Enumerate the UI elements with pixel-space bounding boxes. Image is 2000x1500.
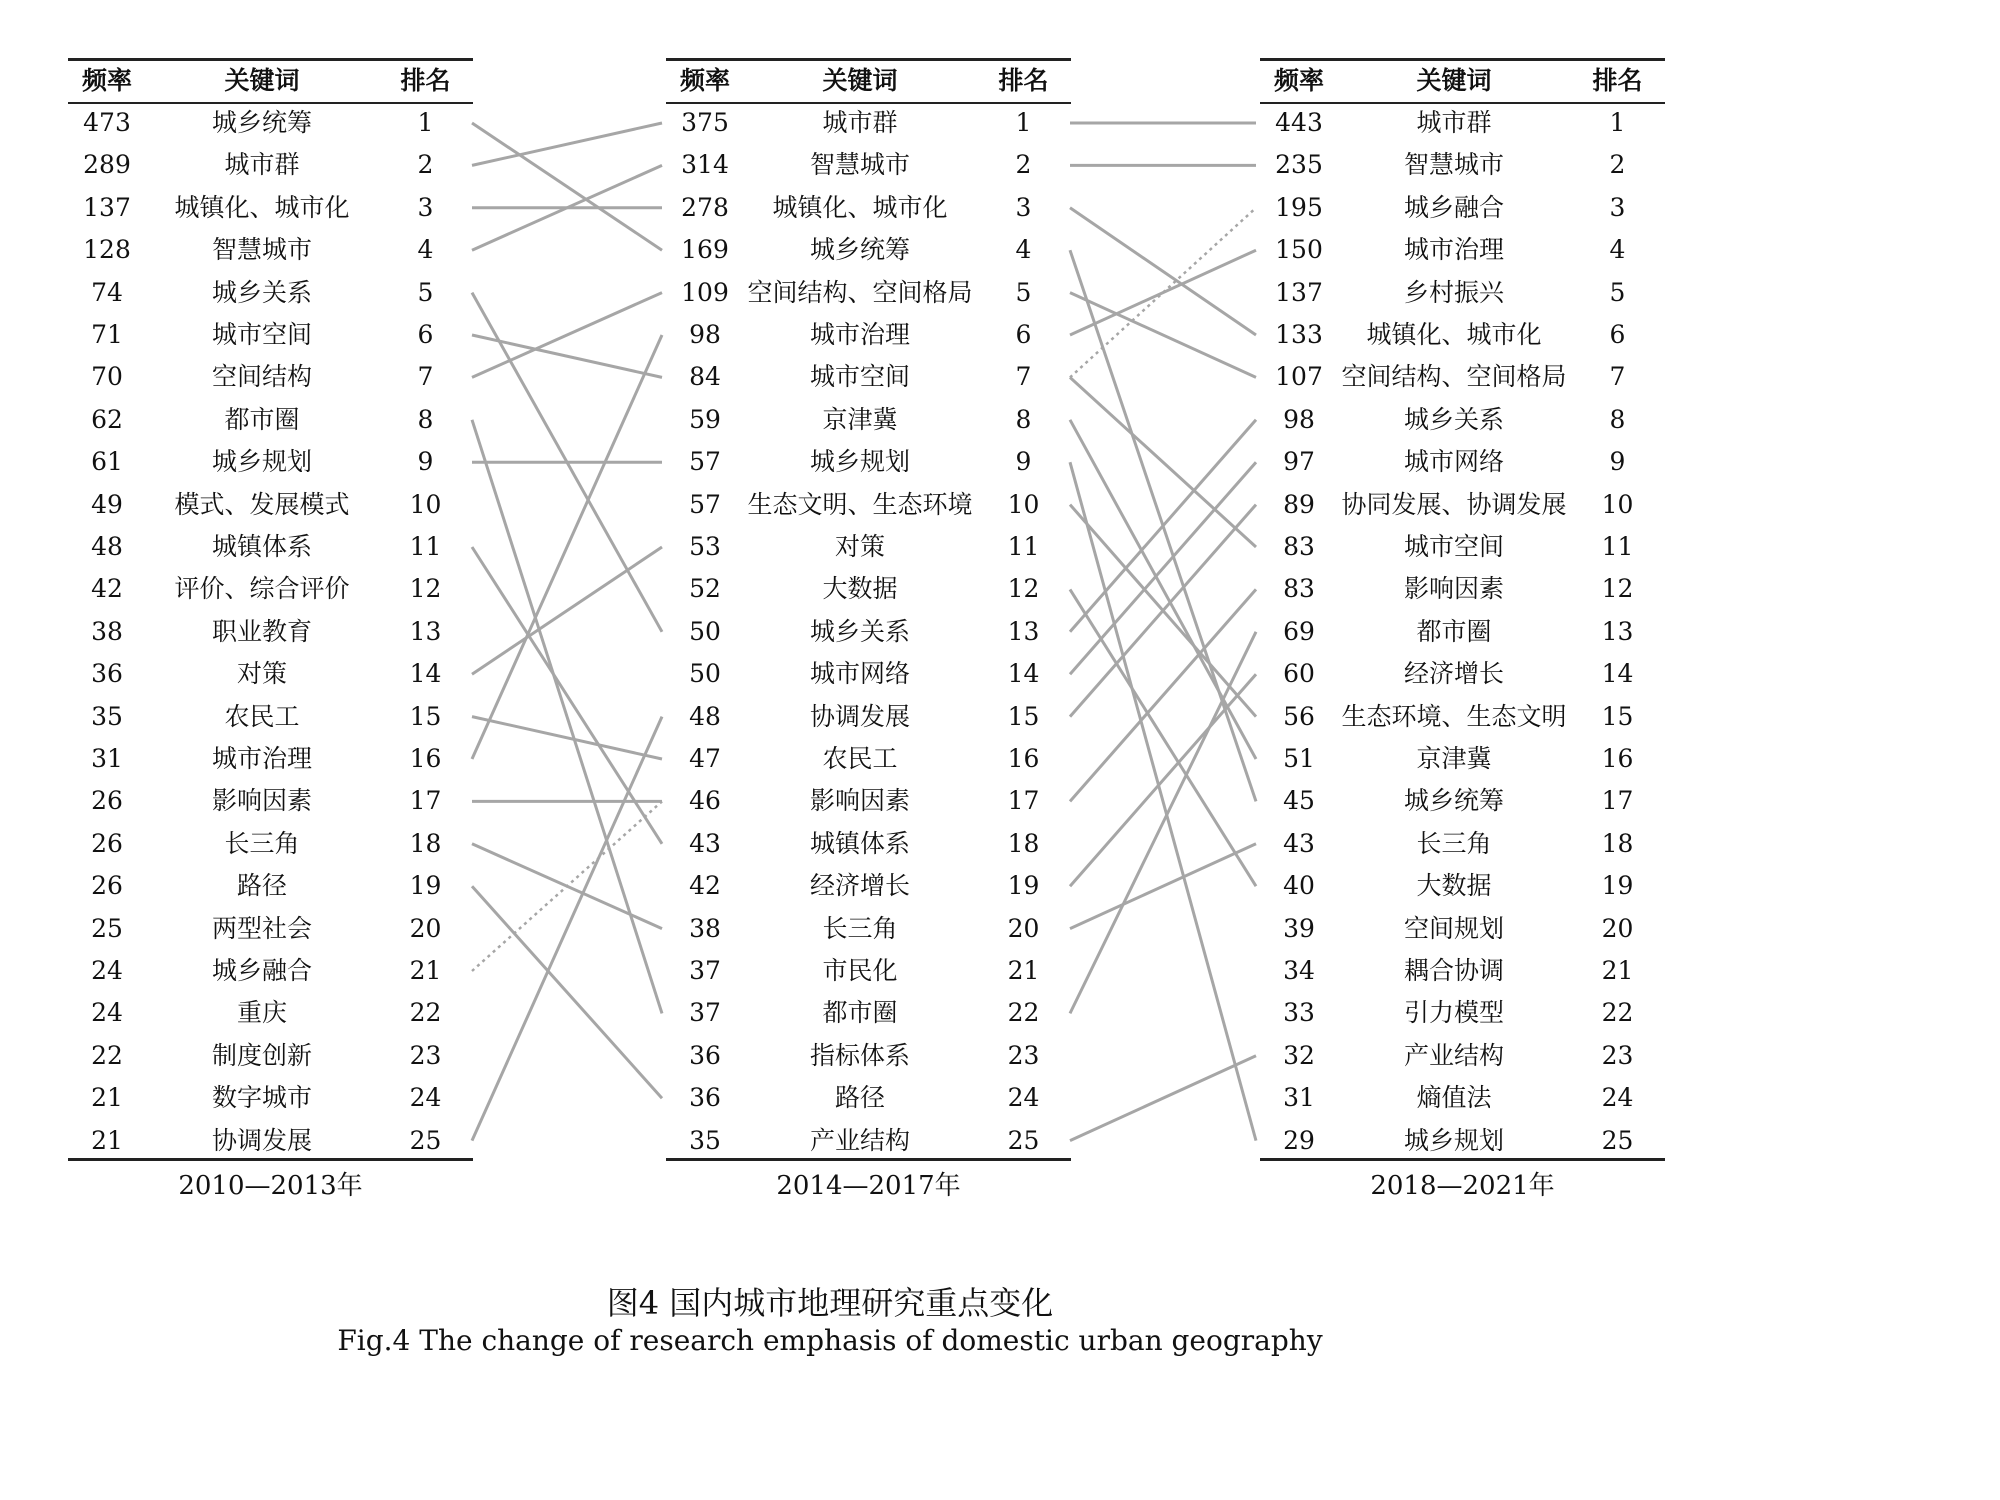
row-rank: 16 bbox=[409, 744, 442, 773]
row-freq: 36 bbox=[689, 1040, 721, 1070]
row-rank: 12 bbox=[409, 574, 442, 604]
row-keyword: 影响因素 bbox=[211, 786, 312, 816]
header-keyword: 关键词 bbox=[822, 66, 898, 95]
row-freq: 42 bbox=[91, 574, 123, 604]
row-keyword: 空间结构、空间格局 bbox=[747, 277, 973, 307]
rank-link-line bbox=[472, 293, 662, 378]
row-keyword: 都市圈 bbox=[1416, 616, 1492, 646]
row-rank: 25 bbox=[1601, 1125, 1634, 1155]
row-keyword: 对策 bbox=[834, 532, 885, 561]
row-keyword: 协同发展、协调发展 bbox=[1341, 489, 1567, 519]
row-keyword: 对策 bbox=[236, 659, 287, 689]
row-freq: 69 bbox=[1283, 616, 1315, 646]
row-freq: 83 bbox=[1283, 574, 1315, 604]
row-freq: 37 bbox=[689, 956, 721, 985]
row-keyword: 智慧城市 bbox=[1403, 150, 1504, 180]
row-rank: 16 bbox=[1007, 744, 1040, 773]
row-freq: 57 bbox=[689, 447, 721, 477]
header-keyword: 关键词 bbox=[1416, 66, 1492, 95]
row-freq: 35 bbox=[689, 1125, 721, 1155]
row-freq: 52 bbox=[689, 574, 721, 604]
row-keyword: 重庆 bbox=[236, 998, 287, 1028]
rank-link-line bbox=[1070, 674, 1256, 886]
row-keyword: 农民工 bbox=[822, 744, 898, 773]
row-rank: 25 bbox=[1007, 1125, 1040, 1155]
row-freq: 84 bbox=[689, 362, 721, 392]
row-keyword: 协调发展 bbox=[809, 701, 910, 731]
row-keyword: 职业教育 bbox=[211, 616, 312, 646]
row-rank: 6 bbox=[1609, 320, 1626, 349]
row-rank: 23 bbox=[409, 1040, 442, 1070]
header-freq: 频率 bbox=[81, 66, 132, 95]
row-rank: 21 bbox=[409, 956, 442, 985]
header-freq: 频率 bbox=[679, 66, 730, 95]
row-freq: 60 bbox=[1283, 659, 1315, 689]
row-freq: 31 bbox=[91, 744, 123, 773]
rank-link-line bbox=[472, 123, 662, 165]
row-keyword: 产业结构 bbox=[1403, 1040, 1504, 1070]
row-rank: 4 bbox=[1015, 235, 1032, 265]
row-freq: 443 bbox=[1275, 108, 1323, 137]
row-rank: 3 bbox=[417, 192, 434, 222]
row-freq: 195 bbox=[1275, 192, 1323, 222]
row-rank: 6 bbox=[417, 320, 434, 349]
rank-link-line bbox=[472, 123, 662, 250]
row-rank: 14 bbox=[1007, 659, 1040, 689]
row-freq: 31 bbox=[1283, 1083, 1315, 1113]
row-freq: 289 bbox=[83, 150, 131, 180]
row-rank: 25 bbox=[409, 1125, 442, 1155]
header-freq: 频率 bbox=[1273, 66, 1324, 95]
row-freq: 26 bbox=[91, 871, 123, 901]
row-keyword: 长三角 bbox=[1416, 828, 1492, 858]
rank-link-line bbox=[472, 886, 662, 1098]
rank-link-line bbox=[1070, 208, 1256, 335]
row-freq: 24 bbox=[91, 998, 123, 1028]
row-keyword: 城乡统筹 bbox=[211, 108, 312, 137]
row-keyword: 指标体系 bbox=[809, 1040, 910, 1070]
row-rank: 6 bbox=[1015, 320, 1032, 349]
row-rank: 23 bbox=[1007, 1040, 1040, 1070]
row-keyword: 城乡融合 bbox=[1403, 192, 1504, 222]
row-freq: 61 bbox=[91, 447, 123, 477]
row-rank: 24 bbox=[1007, 1083, 1040, 1113]
header-rank: 排名 bbox=[1592, 66, 1643, 95]
row-rank: 15 bbox=[1601, 701, 1634, 731]
row-freq: 128 bbox=[83, 235, 131, 265]
row-keyword: 城乡规划 bbox=[809, 447, 910, 477]
row-keyword: 生态文明、生态环境 bbox=[747, 489, 973, 519]
row-keyword: 影响因素 bbox=[809, 786, 910, 816]
row-keyword: 城市治理 bbox=[1403, 235, 1504, 265]
row-rank: 18 bbox=[409, 828, 442, 858]
row-rank: 1 bbox=[417, 108, 434, 137]
row-freq: 45 bbox=[1283, 786, 1315, 816]
row-rank: 22 bbox=[1601, 998, 1634, 1028]
row-freq: 83 bbox=[1283, 532, 1315, 561]
row-rank: 11 bbox=[1007, 532, 1040, 561]
row-freq: 51 bbox=[1283, 744, 1315, 773]
row-rank: 5 bbox=[1609, 277, 1626, 307]
rank-link-line bbox=[472, 801, 662, 971]
row-freq: 33 bbox=[1283, 998, 1315, 1028]
row-keyword: 城市群 bbox=[224, 150, 300, 180]
row-rank: 12 bbox=[1007, 574, 1040, 604]
row-rank: 10 bbox=[409, 489, 442, 519]
row-rank: 15 bbox=[409, 701, 442, 731]
row-keyword: 城镇化、城市化 bbox=[772, 192, 948, 222]
row-rank: 2 bbox=[1609, 150, 1626, 180]
period-label-2014-2017: 2014—2017年 bbox=[776, 1171, 961, 1201]
row-freq: 34 bbox=[1283, 956, 1315, 985]
row-keyword: 模式、发展模式 bbox=[174, 489, 350, 519]
row-rank: 20 bbox=[1007, 913, 1040, 943]
row-freq: 32 bbox=[1283, 1040, 1315, 1070]
row-keyword: 制度创新 bbox=[211, 1040, 312, 1070]
row-keyword: 乡村振兴 bbox=[1403, 277, 1504, 307]
row-rank: 16 bbox=[1601, 744, 1634, 773]
row-rank: 11 bbox=[1601, 532, 1634, 561]
rank-link-line bbox=[1070, 250, 1256, 335]
row-keyword: 评价、综合评价 bbox=[174, 574, 350, 604]
row-rank: 7 bbox=[1609, 362, 1626, 392]
row-keyword: 智慧城市 bbox=[809, 150, 910, 180]
row-freq: 26 bbox=[91, 828, 123, 858]
row-freq: 43 bbox=[1283, 828, 1315, 858]
row-rank: 18 bbox=[1601, 828, 1634, 858]
row-freq: 98 bbox=[689, 320, 721, 349]
row-keyword: 空间结构 bbox=[211, 362, 312, 392]
row-rank: 22 bbox=[1007, 998, 1040, 1028]
row-keyword: 城乡融合 bbox=[211, 956, 312, 985]
row-keyword: 城市网络 bbox=[1403, 447, 1504, 477]
row-freq: 278 bbox=[681, 192, 729, 222]
row-keyword: 京津冀 bbox=[822, 404, 898, 434]
row-keyword: 农民工 bbox=[224, 701, 300, 731]
rank-link-line bbox=[472, 335, 662, 377]
row-keyword: 都市圈 bbox=[224, 404, 300, 434]
row-keyword: 城乡统筹 bbox=[1403, 786, 1504, 816]
row-keyword: 路径 bbox=[236, 871, 287, 901]
rank-link-line bbox=[472, 717, 662, 759]
row-rank: 13 bbox=[1007, 616, 1040, 646]
row-keyword: 城乡统筹 bbox=[809, 235, 910, 265]
row-rank: 10 bbox=[1601, 489, 1634, 519]
row-freq: 74 bbox=[91, 277, 123, 307]
row-keyword: 空间结构、空间格局 bbox=[1341, 362, 1567, 392]
row-keyword: 长三角 bbox=[822, 913, 898, 943]
caption-chinese: 图4 国内城市地理研究重点变化 bbox=[606, 1284, 1054, 1322]
row-freq: 24 bbox=[91, 956, 123, 985]
row-rank: 13 bbox=[1601, 616, 1634, 646]
row-rank: 7 bbox=[1015, 362, 1032, 392]
row-freq: 235 bbox=[1275, 150, 1323, 180]
row-freq: 25 bbox=[91, 913, 123, 943]
row-keyword: 都市圈 bbox=[822, 998, 898, 1028]
row-keyword: 城乡关系 bbox=[211, 277, 312, 307]
row-rank: 19 bbox=[409, 871, 442, 901]
row-rank: 17 bbox=[1007, 786, 1040, 816]
row-keyword: 城镇化、城市化 bbox=[1366, 320, 1542, 349]
row-rank: 5 bbox=[1015, 277, 1032, 307]
row-freq: 133 bbox=[1275, 320, 1323, 349]
row-keyword: 经济增长 bbox=[1403, 659, 1504, 689]
row-keyword: 长三角 bbox=[224, 828, 300, 858]
row-keyword: 城市网络 bbox=[809, 659, 910, 689]
row-freq: 29 bbox=[1283, 1125, 1315, 1155]
row-rank: 9 bbox=[1609, 447, 1626, 477]
row-rank: 17 bbox=[1601, 786, 1634, 816]
row-rank: 22 bbox=[409, 998, 442, 1028]
row-keyword: 空间规划 bbox=[1403, 913, 1504, 943]
rank-link-line bbox=[1070, 589, 1256, 801]
period-label-2018-2021: 2018—2021年 bbox=[1370, 1171, 1555, 1201]
row-keyword: 京津冀 bbox=[1416, 744, 1492, 773]
row-freq: 137 bbox=[83, 192, 131, 222]
row-freq: 62 bbox=[91, 404, 123, 434]
row-rank: 14 bbox=[409, 659, 442, 689]
row-freq: 53 bbox=[689, 532, 721, 561]
row-freq: 21 bbox=[91, 1083, 123, 1113]
row-freq: 38 bbox=[91, 616, 123, 646]
row-keyword: 城镇化、城市化 bbox=[174, 192, 350, 222]
row-freq: 107 bbox=[1275, 362, 1323, 392]
row-freq: 109 bbox=[681, 277, 729, 307]
row-keyword: 影响因素 bbox=[1403, 574, 1504, 604]
row-rank: 12 bbox=[1601, 574, 1634, 604]
row-freq: 43 bbox=[689, 828, 721, 858]
row-keyword: 耦合协调 bbox=[1403, 956, 1504, 985]
row-rank: 3 bbox=[1609, 192, 1626, 222]
row-freq: 36 bbox=[91, 659, 123, 689]
row-keyword: 城镇体系 bbox=[809, 828, 910, 858]
row-keyword: 城市群 bbox=[1416, 108, 1492, 137]
row-freq: 70 bbox=[91, 362, 123, 392]
row-rank: 7 bbox=[417, 362, 434, 392]
row-freq: 50 bbox=[689, 659, 721, 689]
row-rank: 21 bbox=[1007, 956, 1040, 985]
row-rank: 5 bbox=[417, 277, 434, 307]
row-keyword: 城乡关系 bbox=[1403, 404, 1504, 434]
row-freq: 26 bbox=[91, 786, 123, 816]
row-rank: 15 bbox=[1007, 701, 1040, 731]
row-freq: 473 bbox=[83, 108, 131, 137]
row-rank: 13 bbox=[409, 616, 442, 646]
header-rank: 排名 bbox=[400, 66, 451, 95]
row-freq: 22 bbox=[91, 1040, 123, 1070]
rank-link-line bbox=[1070, 420, 1256, 632]
row-rank: 24 bbox=[409, 1083, 442, 1113]
rank-link-line bbox=[1070, 632, 1256, 1014]
row-rank: 11 bbox=[409, 532, 442, 561]
row-keyword: 生态环境、生态文明 bbox=[1341, 701, 1567, 731]
row-rank: 2 bbox=[1015, 150, 1032, 180]
row-freq: 50 bbox=[689, 616, 721, 646]
row-keyword: 城市群 bbox=[822, 108, 898, 137]
row-freq: 40 bbox=[1283, 871, 1315, 901]
row-keyword: 经济增长 bbox=[809, 871, 910, 901]
row-keyword: 城市空间 bbox=[809, 362, 910, 392]
row-keyword: 两型社会 bbox=[211, 913, 312, 943]
row-freq: 49 bbox=[91, 489, 123, 519]
row-rank: 17 bbox=[409, 786, 442, 816]
row-freq: 137 bbox=[1275, 277, 1323, 307]
row-rank: 10 bbox=[1007, 489, 1040, 519]
row-freq: 21 bbox=[91, 1125, 123, 1155]
row-rank: 19 bbox=[1007, 871, 1040, 901]
header-keyword: 关键词 bbox=[224, 66, 300, 95]
row-keyword: 路径 bbox=[834, 1083, 885, 1113]
row-freq: 150 bbox=[1275, 235, 1323, 265]
row-rank: 4 bbox=[1609, 235, 1626, 265]
row-freq: 42 bbox=[689, 871, 721, 901]
row-freq: 71 bbox=[91, 320, 123, 349]
row-rank: 23 bbox=[1601, 1040, 1634, 1070]
row-rank: 9 bbox=[1015, 447, 1032, 477]
row-rank: 1 bbox=[1609, 108, 1626, 137]
row-freq: 314 bbox=[681, 150, 729, 180]
row-keyword: 城乡规划 bbox=[211, 447, 312, 477]
row-rank: 2 bbox=[417, 150, 434, 180]
row-rank: 19 bbox=[1601, 871, 1634, 901]
row-keyword: 城乡关系 bbox=[809, 616, 910, 646]
row-keyword: 数字城市 bbox=[211, 1083, 312, 1113]
rank-link-line bbox=[1070, 1056, 1256, 1141]
row-freq: 38 bbox=[689, 913, 721, 943]
row-freq: 48 bbox=[91, 532, 123, 561]
row-keyword: 城镇体系 bbox=[211, 532, 312, 561]
row-freq: 36 bbox=[689, 1083, 721, 1113]
row-freq: 169 bbox=[681, 235, 729, 265]
row-keyword: 城市空间 bbox=[211, 320, 312, 349]
row-freq: 97 bbox=[1283, 447, 1315, 477]
row-freq: 59 bbox=[689, 404, 721, 434]
period-label-2010-2013: 2010—2013年 bbox=[178, 1171, 363, 1201]
row-freq: 47 bbox=[689, 744, 721, 773]
row-freq: 46 bbox=[689, 786, 721, 816]
header-rank: 排名 bbox=[998, 66, 1049, 95]
row-rank: 21 bbox=[1601, 956, 1634, 985]
row-rank: 18 bbox=[1007, 828, 1040, 858]
row-keyword: 城市空间 bbox=[1403, 532, 1504, 561]
row-rank: 1 bbox=[1015, 108, 1032, 137]
rank-link-line bbox=[472, 420, 662, 1014]
rank-link-line bbox=[472, 547, 662, 674]
row-freq: 57 bbox=[689, 489, 721, 519]
row-keyword: 城市治理 bbox=[809, 320, 910, 349]
row-rank: 20 bbox=[409, 913, 442, 943]
row-rank: 4 bbox=[417, 235, 434, 265]
row-freq: 48 bbox=[689, 701, 721, 731]
row-rank: 9 bbox=[417, 447, 434, 477]
row-rank: 8 bbox=[1015, 404, 1032, 434]
row-freq: 35 bbox=[91, 701, 123, 731]
row-keyword: 城市治理 bbox=[211, 744, 312, 773]
row-freq: 89 bbox=[1283, 489, 1315, 519]
row-keyword: 大数据 bbox=[1416, 871, 1492, 901]
row-freq: 39 bbox=[1283, 913, 1315, 943]
row-freq: 98 bbox=[1283, 404, 1315, 434]
row-keyword: 城乡规划 bbox=[1403, 1125, 1504, 1155]
rank-link-line bbox=[1070, 462, 1256, 1140]
row-keyword: 熵值法 bbox=[1416, 1083, 1492, 1113]
row-rank: 3 bbox=[1015, 192, 1032, 222]
row-freq: 56 bbox=[1283, 701, 1315, 731]
row-keyword: 引力模型 bbox=[1403, 998, 1504, 1028]
row-rank: 20 bbox=[1601, 913, 1634, 943]
row-keyword: 产业结构 bbox=[809, 1125, 910, 1155]
row-freq: 375 bbox=[681, 108, 729, 137]
rank-link-line bbox=[1070, 589, 1256, 886]
row-rank: 24 bbox=[1601, 1083, 1634, 1113]
row-rank: 8 bbox=[1609, 404, 1626, 434]
caption-english: Fig.4 The change of research emphasis of domestic urban geography bbox=[337, 1324, 1323, 1357]
row-keyword: 智慧城市 bbox=[211, 235, 312, 265]
row-rank: 14 bbox=[1601, 659, 1634, 689]
row-keyword: 市民化 bbox=[822, 956, 898, 985]
row-rank: 8 bbox=[417, 404, 434, 434]
row-freq: 37 bbox=[689, 998, 721, 1028]
row-keyword: 协调发展 bbox=[211, 1125, 312, 1155]
row-keyword: 大数据 bbox=[822, 574, 898, 604]
